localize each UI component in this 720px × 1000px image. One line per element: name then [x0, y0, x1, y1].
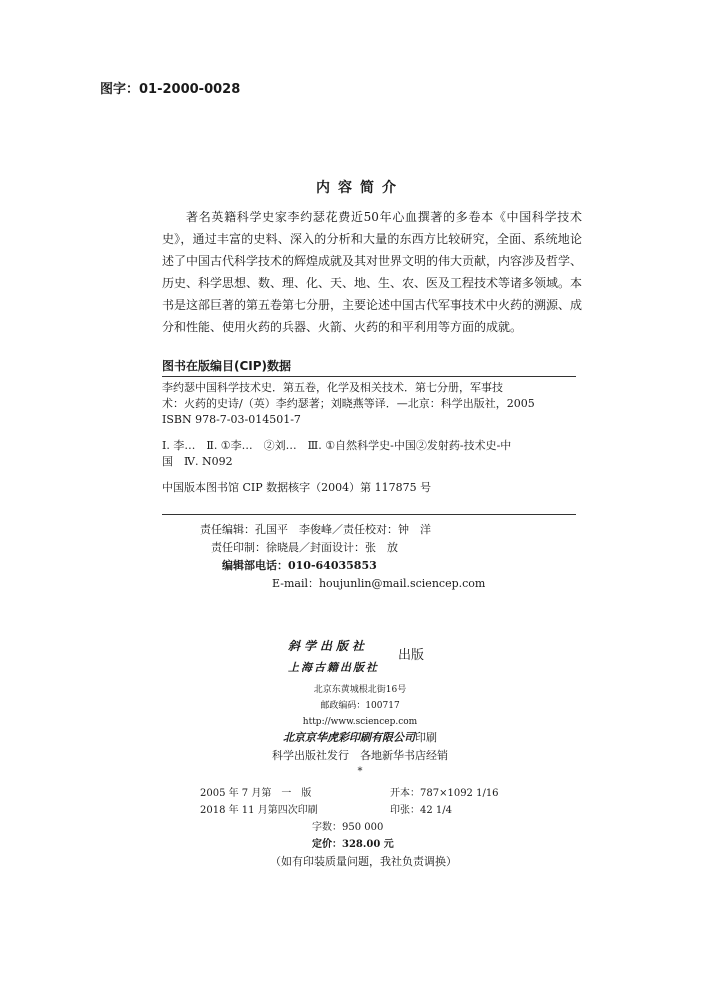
science-press-logo: 斜学出版社: [288, 639, 369, 653]
distribution-line: 科学出版社发行 各地新华书店经销: [272, 749, 448, 762]
registration-number: 图字：01-2000-0028: [100, 82, 241, 97]
editorial-phone: 编辑部电话：010-64035853: [222, 559, 377, 572]
publisher-block: [140, 636, 580, 780]
summary-section: [162, 206, 582, 338]
publisher-website: http://www.sciencep.com: [302, 717, 418, 727]
editors-block: [200, 521, 520, 593]
publish-label: 出版: [398, 648, 425, 663]
editors-line: 责任编辑：孔国平 李俊峰／责任校对：钟 洋: [200, 523, 431, 536]
shanghai-guji-logo: 上海古籍出版社: [288, 661, 379, 674]
specs-block: [200, 785, 560, 870]
publisher-address: 北京东黄城根北街16号: [313, 685, 407, 695]
summary-paragraph: 著名英籍科学史家李约瑟花费近50年心血撰著的多卷本《中国科学技术史》，通过丰富的史料、深入的分析和大量的东西方比较研究，全面、系统地论述了中国古代科学技术的辉煌成就及其对世界文明的伟大贡献，内容涉及哲学、历史、科学思想、数、理、化、天、地、生、农、医及工程技术等诸多领域。本书是这部巨著的第五卷第七分册，主要论述中国古代军事技术中火药的溯源、成分和性能、使用火药的兵器、火箭、火药的和平利用等方面的成就。: [162, 210, 583, 334]
price: 定价：328.00 元: [312, 839, 394, 850]
cip-classification-2: 国 Ⅳ. N092: [162, 455, 233, 468]
quality-note: （如有印装质量问题，我社负责调换）: [270, 855, 457, 868]
summary-title: 内容简介: [316, 180, 404, 196]
publisher-postcode: 邮政编码：100717: [320, 701, 400, 711]
separator-star: *: [357, 766, 363, 777]
editorial-email: E-mail：houjunlin@mail.sciencep.com: [272, 577, 486, 590]
cip-line-2: 术：火药的史诗/（英）李约瑟著；刘晓燕等译．—北京：科学出版社，2005: [162, 397, 535, 410]
printing: 2018 年 11 月第四次印刷: [200, 805, 318, 816]
edition: 2005 年 7 月第 一 版: [200, 788, 312, 799]
printer-line: [140, 730, 580, 746]
cip-bottom-rule: [162, 514, 576, 515]
printer-name: 北京京华虎彩印刷有限公司: [283, 731, 415, 744]
format: 开本：787×1092 1/16: [390, 788, 499, 799]
cip-top-rule: [162, 376, 576, 377]
production-line: 责任印制：徐晓晨／封面设计：张 放: [211, 541, 398, 554]
cip-isbn: ISBN 978-7-03-014501-7: [162, 413, 301, 426]
cip-line-1: 李约瑟中国科学技术史．第五卷，化学及相关技术．第七分册，军事技: [162, 381, 503, 394]
printer-action: 印刷: [415, 731, 437, 744]
cip-classification-1: Ⅰ. 李… Ⅱ. ①李… ②刘… Ⅲ. ①自然科学史-中国②发射药-技术史-中: [162, 439, 512, 452]
cip-check-number: 中国版本图书馆 CIP 数据核字（2004）第 117875 号: [162, 481, 432, 494]
cip-data-block: [162, 380, 576, 496]
specs-row-1: [200, 785, 560, 802]
sheets: 印张：42 1/4: [390, 805, 452, 816]
cip-title: 图书在版编目(CIP)数据: [162, 359, 292, 373]
word-count: 字数：950 000: [312, 822, 384, 833]
publisher-logos: [140, 636, 580, 680]
specs-row-2: [200, 802, 560, 819]
